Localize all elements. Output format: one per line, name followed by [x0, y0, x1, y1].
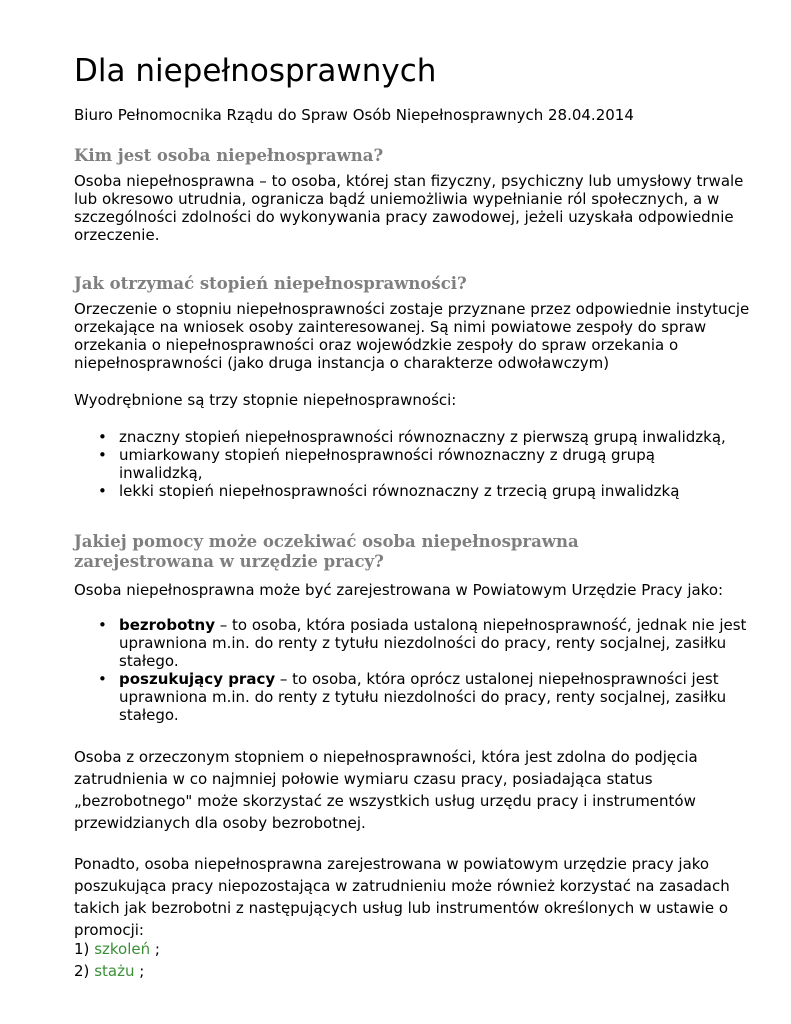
- instrument-suffix: ;: [154, 940, 160, 958]
- list-item: • znaczny stopień niepełnosprawności równoznaczny z pierwszą grupą inwalidzką,: [74, 428, 764, 446]
- list-item: [74, 960, 160, 982]
- section-heading-how: Jak otrzymać stopień niepełnosprawności?: [74, 274, 467, 293]
- status-term: bezrobotny: [119, 616, 216, 634]
- section-heading-who: Kim jest osoba niepełnosprawna?: [74, 146, 384, 165]
- instrument-number: 2): [74, 962, 90, 980]
- status-description: – to osoba, która posiada ustaloną niepełnosprawność, jednak nie jest uprawniona m.in. do renty z tytułu niezdolności do pracy, renty socjalnej, zasiłku stałego.: [119, 616, 747, 670]
- instrument-number: 1): [74, 940, 90, 958]
- section-heading-help: Jakiej pomocy może oczekiwać osoba niepełnosprawna zarejestrowana w urzędzie pracy?: [74, 532, 579, 571]
- list-item: [74, 616, 764, 670]
- section-paragraph-certification: Orzeczenie o stopniu niepełnosprawności zostaje przyznane przez odpowiednie instytucje orzekające na wniosek osoby zainteresowanej. Są nimi powiatowe zespoły do spraw orzekania o niepełnosprawności oraz wojewódzkie zespoły do spraw orzekania o niepełnosprawności (jako druga instancja o charakterze odwoławczym): [74, 300, 750, 372]
- status-description: – to osoba, która oprócz ustalonej niepełnosprawności jest uprawniona m.in. do renty z tytułu niezdolności do pracy, renty socjalnej, zasiłku stałego.: [119, 670, 727, 724]
- degrees-list: [74, 428, 764, 500]
- document-source-line: Biuro Pełnomocnika Rządu do Spraw Osób Niepełnosprawnych 28.04.2014: [74, 106, 634, 124]
- instrument-suffix: ;: [139, 962, 145, 980]
- page-title: Dla niepełnosprawnych: [74, 53, 437, 89]
- instrument-link-internship[interactable]: stażu: [94, 962, 135, 980]
- instrument-link-training[interactable]: szkoleń: [94, 940, 151, 958]
- registration-intro: Osoba niepełnosprawna może być zarejestrowana w Powiatowym Urzędzie Pracy jako:: [74, 581, 724, 599]
- job-seeker-benefits-paragraph: Ponadto, osoba niepełnosprawna zarejestrowana w powiatowym urzędzie pracy jako poszukująca pracy niepozostająca w zatrudnieniu może również korzystać na zasadach takich jak bezrobotni z następujących usług lub instrumentów określonych w ustawie o promocji:: [74, 855, 730, 939]
- list-item: • lekki stopień niepełnosprawności równoznaczny z trzecią grupą inwalidzką: [74, 482, 764, 500]
- section-paragraph-definition: Osoba niepełnosprawna – to osoba, której stan fizyczny, psychiczny lub umysłowy trwale lub okresowo utrudnia, ogranicza bądź uniemożliwia wypełnianie ról społecznych, a w szczególności zdolności do wykonywania pracy zawodowej, jeżeli uzyskała odpowiednie orzeczenie.: [74, 172, 744, 244]
- list-item: [74, 938, 160, 960]
- status-term: poszukujący pracy: [119, 670, 276, 688]
- list-item: • umiarkowany stopień niepełnosprawności równoznaczny z drugą grupą inwalidzką,: [74, 446, 764, 482]
- list-item: [74, 670, 764, 724]
- degrees-intro: Wyodrębnione są trzy stopnie niepełnosprawności:: [74, 391, 457, 409]
- unemployed-benefits-paragraph: Osoba z orzeczonym stopniem o niepełnosprawności, która jest zdolna do podjęcia zatrudnienia w co najmniej połowie wymiaru czasu pracy, posiadająca status „bezrobotnego" może skorzystać ze wszystkich usług urzędu pracy i instrumentów przewidzianych dla osoby bezrobotnej.: [74, 748, 698, 832]
- instrument-list: [74, 938, 160, 982]
- status-list: [74, 616, 764, 724]
